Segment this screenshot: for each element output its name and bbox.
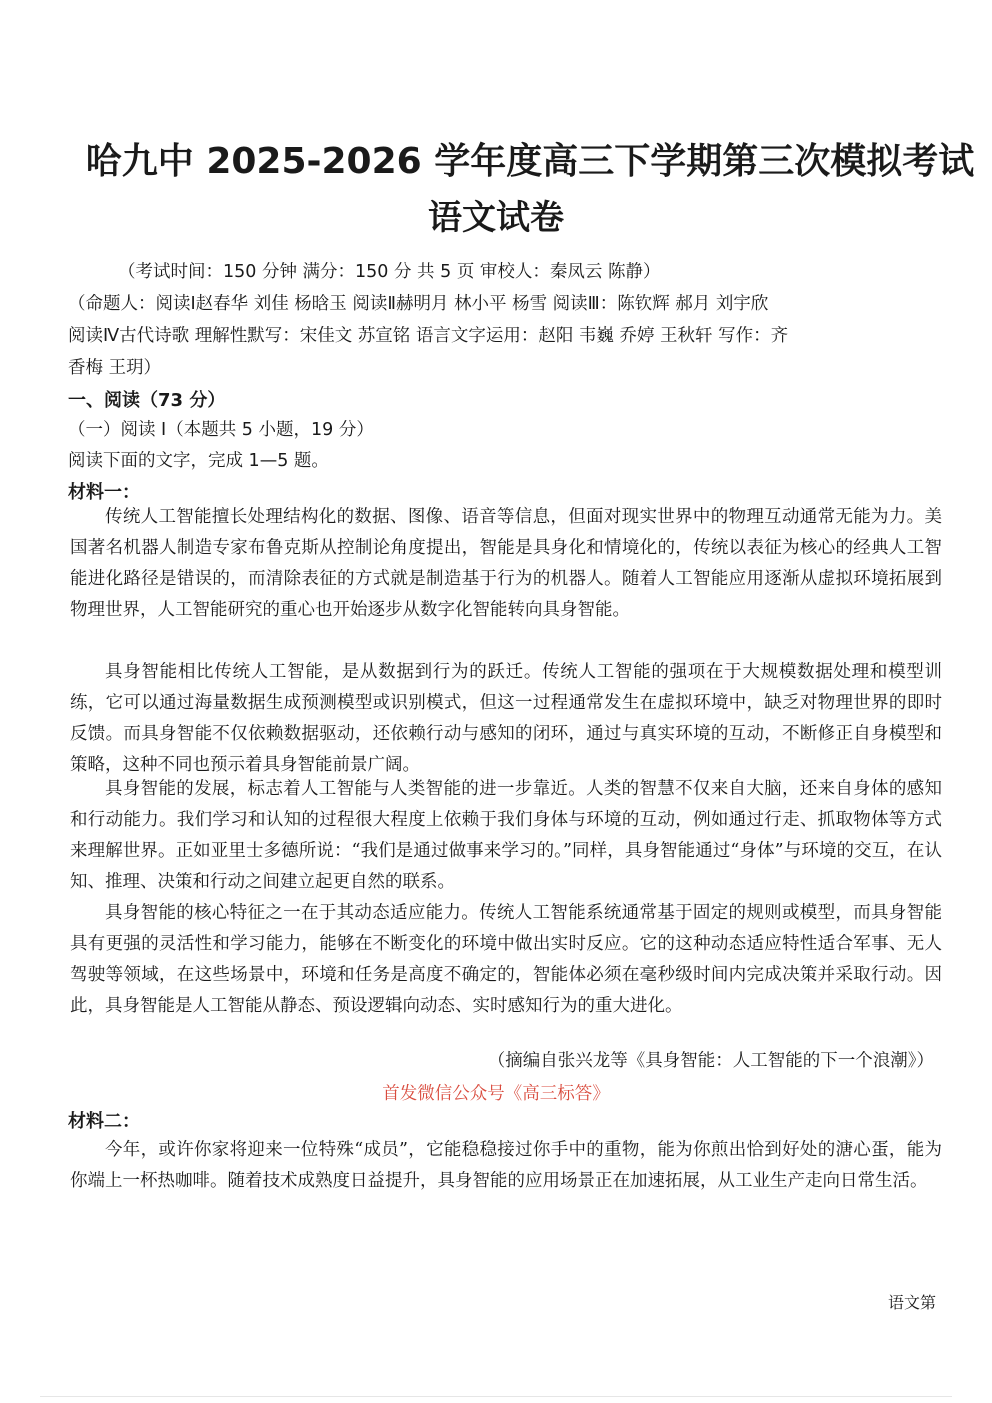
exam-info-line-1: （考试时间：150 分钟 满分：150 分 共 5 页 审校人：秦凤云 陈静）	[118, 262, 661, 282]
section-instruction: 阅读下面的文字，完成 1—5 题。	[68, 451, 329, 471]
material1-source: （摘编自张兴龙等《具身智能：人工智能的下一个浪潮》）	[487, 1051, 934, 1071]
exam-title: 哈九中 2025-2026 学年度高三下学期第三次模拟考试	[85, 141, 975, 182]
page-bottom-edge	[40, 1396, 952, 1397]
section-sub-heading: （一）阅读 I（本题共 5 小题，19 分）	[68, 420, 374, 440]
exam-subtitle: 语文试卷	[428, 198, 564, 238]
exam-info-line-4: 香梅 王玥）	[68, 358, 162, 378]
watermark-text: 首发微信公众号《高三标答》	[382, 1084, 610, 1104]
page-footer-label: 语文第	[887, 1293, 936, 1312]
exam-info-line-2: （命题人：阅读Ⅰ赵春华 刘佳 杨晗玉 阅读Ⅱ赫明月 林小平 杨雪 阅读Ⅲ：陈钦辉 郝月 刘宇欣	[68, 294, 769, 314]
material2-paragraph-1: 今年，或许你家将迎来一位特殊“成员”，它能稳稳接过你手中的重物，能为你煎出恰到好处的溏心蛋，能为你端上一杯热咖啡。随着技术成熟度日益提升，具身智能的应用场景正在加速拓展，从工业生产走向日常生活。	[70, 1140, 942, 1191]
material1-paragraph-2: 具身智能相比传统人工智能，是从数据到行为的跃迁。传统人工智能的强项在于大规模数据处理和模型训练，它可以通过海量数据生成预测模型或识别模式，但这一过程通常发生在虚拟环境中，缺乏对物理世界的即时反馈。而具身智能不仅依赖数据驱动，还依赖行动与感知的闭环，通过与真实环境的互动，不断修正自身模型和策略，这种不同也预示着具身智能前景广阔。	[70, 662, 942, 775]
material1-paragraph-1: 传统人工智能擅长处理结构化的数据、图像、语音等信息，但面对现实世界中的物理互动通常无能为力。美国著名机器人制造专家布鲁克斯从控制论角度提出，智能是具身化和情境化的，传统以表征为核心的经典人工智能进化路径是错误的，而清除表征的方式就是制造基于行为的机器人。随着人工智能应用逐渐从虚拟环境拓展到物理世界，人工智能研究的重心也开始逐步从数字化智能转向具身智能。	[70, 507, 942, 620]
material1-paragraph-3: 具身智能的发展，标志着人工智能与人类智能的进一步靠近。人类的智慧不仅来自大脑，还来自身体的感知和行动能力。我们学习和认知的过程很大程度上依赖于我们身体与环境的互动，例如通过行走、抓取物体等方式来理解世界。正如亚里士多德所说：“我们是通过做事来学习的。”同样，具身智能通过“身体”与环境的交互，在认知、推理、决策和行动之间建立起更自然的联系。	[70, 779, 942, 892]
material1-label: 材料一：	[68, 482, 140, 503]
material1-paragraph-4: 具身智能的核心特征之一在于其动态适应能力。传统人工智能系统通常基于固定的规则或模型，而具身智能具有更强的灵活性和学习能力，能够在不断变化的环境中做出实时反应。它的这种动态适应特性适合军事、无人驾驶等领域，在这些场景中，环境和任务是高度不确定的，智能体必须在毫秒级时间内完成决策并采取行动。因此，具身智能是人工智能从静态、预设逻辑向动态、实时感知行为的重大进化。	[70, 903, 942, 1016]
material2-label: 材料二：	[68, 1111, 140, 1132]
section-heading: 一、阅读（73 分）	[68, 390, 226, 411]
exam-info-line-3: 阅读Ⅳ古代诗歌 理解性默写：宋佳文 苏宣铭 语言文字运用：赵阳 韦巍 乔婷 王秋轩 写作：齐	[68, 326, 789, 346]
